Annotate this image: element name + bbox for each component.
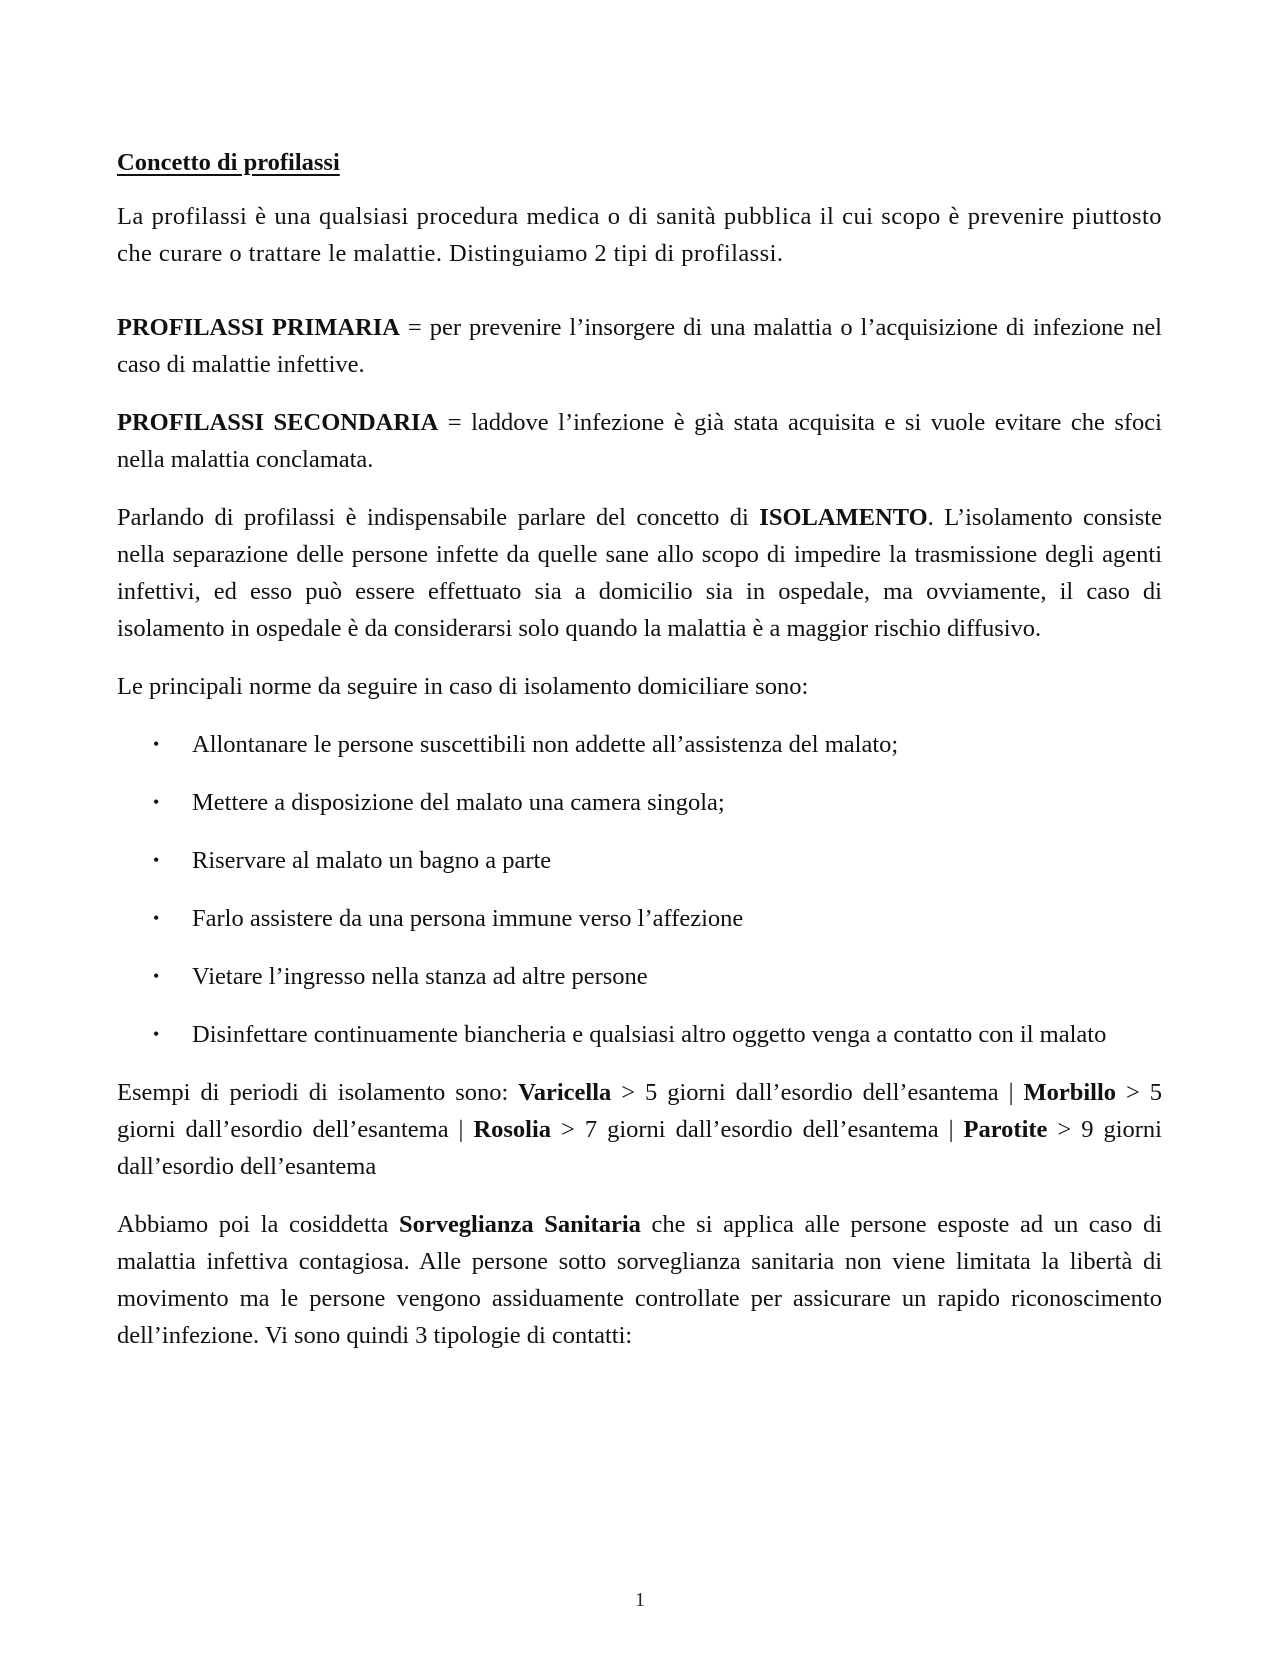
parotite-term: Parotite	[963, 1116, 1048, 1143]
bullet-icon: •	[153, 966, 160, 986]
esempi-paragraph	[117, 1074, 1162, 1185]
list-item	[117, 900, 1162, 937]
list-item-text: Farlo assistere da una persona immune verso l’affezione	[192, 905, 744, 932]
morbillo-term: Morbillo	[1023, 1079, 1117, 1106]
norme-list	[117, 726, 1162, 1053]
document-body	[117, 144, 1162, 1375]
morbillo-text: > 5 giorni dall’esordio dell’esantema |	[117, 1079, 1162, 1143]
bullet-icon: •	[153, 1024, 160, 1044]
rosolia-term: Rosolia	[473, 1116, 552, 1143]
list-item-text: Vietare l’ingresso nella stanza ad altre persone	[192, 963, 648, 990]
esempi-lead: Esempi di periodi di isolamento sono:	[117, 1079, 519, 1106]
varicella-text: > 5 giorni dall’esordio dell’esantema |	[611, 1079, 1024, 1106]
secondaria-definition: = laddove l’infezione è già stata acquisita e si vuole evitare che sfoci nella malattia conclamata.	[117, 409, 1162, 473]
section-heading: Concetto di profilassi	[117, 149, 340, 176]
primaria-paragraph	[117, 309, 1162, 383]
list-item-text: Riservare al malato un bagno a parte	[192, 847, 552, 874]
primaria-term: PROFILASSI PRIMARIA	[117, 314, 400, 341]
bullet-icon: •	[153, 734, 160, 754]
secondaria-paragraph	[117, 404, 1162, 478]
varicella-term: Varicella	[518, 1079, 612, 1106]
list-item-text: Allontanare le persone suscettibili non addette all’assistenza del malato;	[192, 731, 899, 758]
isolamento-term: ISOLAMENTO	[759, 504, 928, 531]
sorveglianza-term: Sorveglianza Sanitaria	[398, 1211, 641, 1238]
list-item	[117, 1016, 1162, 1053]
isolamento-lead: Parlando di profilassi è indispensabile parlare del concetto di	[117, 504, 760, 531]
list-item	[117, 842, 1162, 879]
page-number: 1	[635, 1589, 645, 1611]
list-item	[117, 726, 1162, 763]
secondaria-term: PROFILASSI SECONDARIA	[117, 409, 439, 436]
isolamento-paragraph	[117, 499, 1162, 647]
intro-paragraph: La profilassi è una qualsiasi procedura medica o di sanità pubblica il cui scopo è prevenire piuttosto che curare o trattare le malattie. Distinguiamo 2 tipi di profilassi.	[117, 203, 1162, 267]
rosolia-text: > 7 giorni dall’esordio dell’esantema |	[551, 1116, 964, 1143]
sorveglianza-text: che si applica alle persone esposte ad un caso di malattia infettiva contagiosa. Alle persone sotto sorveglianza sanitaria non viene limitata la libertà di movimento ma le persone vengono assiduamente controllate per assicurare un rapido riconoscimento dell’infezione. Vi sono quindi 3 tipologie di contatti:	[117, 1211, 1162, 1349]
list-item	[117, 784, 1162, 821]
list-item-text: Mettere a disposizione del malato una camera singola;	[192, 789, 725, 816]
parotite-text: > 9 giorni dall’esordio dell’esantema	[117, 1116, 1162, 1180]
bullet-icon: •	[153, 792, 160, 812]
primaria-definition: = per prevenire l’insorgere di una malattia o l’acquisizione di infezione nel caso di malattie infettive.	[117, 314, 1162, 378]
sorveglianza-lead: Abbiamo poi la cosiddetta	[117, 1211, 399, 1238]
list-item-text: Disinfettare continuamente biancheria e qualsiasi altro oggetto venga a contatto con il malato	[192, 1021, 1107, 1048]
bullet-icon: •	[153, 908, 160, 928]
sorveglianza-paragraph	[117, 1206, 1162, 1354]
list-item	[117, 958, 1162, 995]
norme-intro: Le principali norme da seguire in caso di isolamento domiciliare sono:	[117, 673, 809, 700]
isolamento-text: . L’isolamento consiste nella separazione delle persone infette da quelle sane allo scopo di impedire la trasmissione degli agenti infettivi, ed esso può essere effettuato sia a domicilio sia in ospedale, ma ovviamente, il caso di isolamento in ospedale è da considerarsi solo quando la malattia è a maggior rischio diffusivo.	[117, 504, 1162, 642]
bullet-icon: •	[153, 850, 160, 870]
